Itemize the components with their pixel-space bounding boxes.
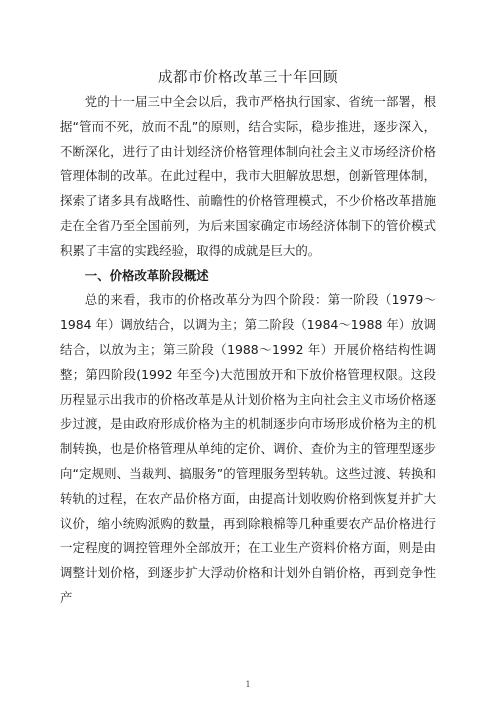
document-title: 成都市价格改革三十年回顾 [158, 70, 338, 86]
section-paragraph: 总的来看，我市的价格改革分为四个阶段：第一阶段（1979～1984 年）调放结合，以调为主；第二阶段（1984～1988 年）放调结合，以放为主；第三阶段（1988～1992 年）开展价格结构性调整；第四阶段(1992 年至今)大范围放开和下放价格管理权限。这段历程显示出我市的价格改革是从计划价格为主向社会主义市场价格逐步过渡，是由政府形成价格为主的机制逐步向市场形成价格为主的机制转换，也是价格管理从单纯的定价、调价、查价为主的管理型逐步向“定规则、当裁判、搞服务”的管理服务型转轨。这些过渡、转换和转轨的过程，在农产品价格方面，由提高计划收购价格到恢复并扩大议价，缩小统购派购的数量，再到除粮棉等几种重要农产品价格进行一定程度的调控管理外全部放开；在工业生产资料价格方面，则是由调整计划价格，到逐步扩大浮动价格和计划外自销价格，再到竞争性产 [60, 292, 436, 605]
document-body [60, 90, 436, 611]
section-heading: 一、价格改革阶段概述 [84, 267, 209, 283]
intro-paragraph: 党的十一届三中全会以后，我市严格执行国家、省统一部署，根据“管而不死，放而不乱”的原则，结合实际，稳步推进，逐步深入，不断深化，进行了由计划经济价格管理体制向社会主义市场经济价格管理体制的改革。在此过程中，我市大胆解放思想，创新管理体制，探索了诸多具有战略性、前瞻性的价格管理模式，不少价格改革措施走在全省乃至全国前列，为后来国家确定市场经济体制下的管价模式积累了丰富的实践经验，取得的成就是巨大的。 [60, 94, 436, 258]
page-number: 1 [245, 680, 251, 689]
